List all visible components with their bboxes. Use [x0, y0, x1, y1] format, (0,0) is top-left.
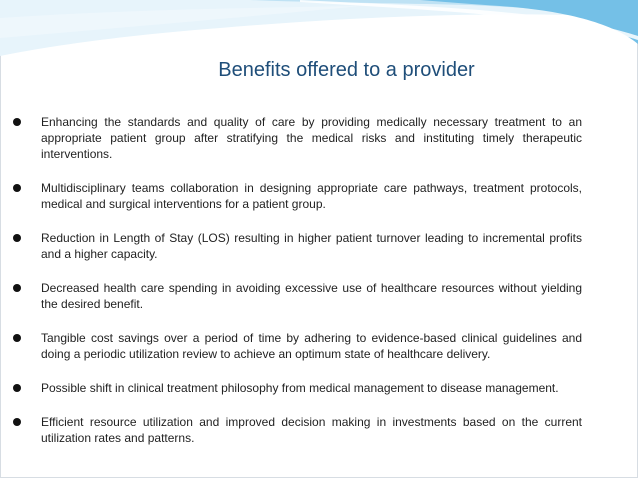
bullet-text: Tangible cost savings over a period of time by adhering to evidence-based clinical guidelines and doing a periodic utilization review to achieve an optimum state of healthcare delivery. — [41, 331, 582, 361]
bullet-dot-icon — [13, 418, 21, 426]
slide-title: Benefits offered to a provider — [218, 59, 475, 81]
bullet-text: Efficient resource utilization and improved decision making in investments based on the current utilization rates and patterns. — [41, 415, 582, 445]
bullet-dot-icon — [13, 334, 21, 342]
header-swoosh-decoration — [0, 0, 638, 60]
bullet-text: Enhancing the standards and quality of care by providing medically necessary treatment to an appropriate patient group after stratifying the medical risks and instituting timely therapeutic interventions. — [41, 115, 582, 161]
bullet-item — [12, 380, 582, 396]
bullet-text: Possible shift in clinical treatment philosophy from medical management to disease management. — [41, 381, 559, 395]
bullet-dot-icon — [13, 184, 21, 192]
bullet-item — [12, 180, 582, 212]
bullet-text: Reduction in Length of Stay (LOS) resulting in higher patient turnover leading to incremental profits and a higher capacity. — [41, 231, 582, 261]
bullet-text: Decreased health care spending in avoiding excessive use of healthcare resources without yielding the desired benefit. — [41, 281, 582, 311]
bullet-list — [12, 114, 582, 446]
bullet-dot-icon — [13, 234, 21, 242]
bullet-item — [12, 330, 582, 362]
bullet-item — [12, 280, 582, 312]
bullet-dot-icon — [13, 384, 21, 392]
bullet-dot-icon — [13, 284, 21, 292]
bullet-dot-icon — [13, 118, 21, 126]
bullet-text: Multidisciplinary teams collaboration in designing appropriate care pathways, treatment protocols, medical and surgical interventions for a patient group. — [41, 181, 582, 211]
bullet-item — [12, 114, 582, 162]
bullet-item — [12, 230, 582, 262]
bullet-item — [12, 414, 582, 446]
